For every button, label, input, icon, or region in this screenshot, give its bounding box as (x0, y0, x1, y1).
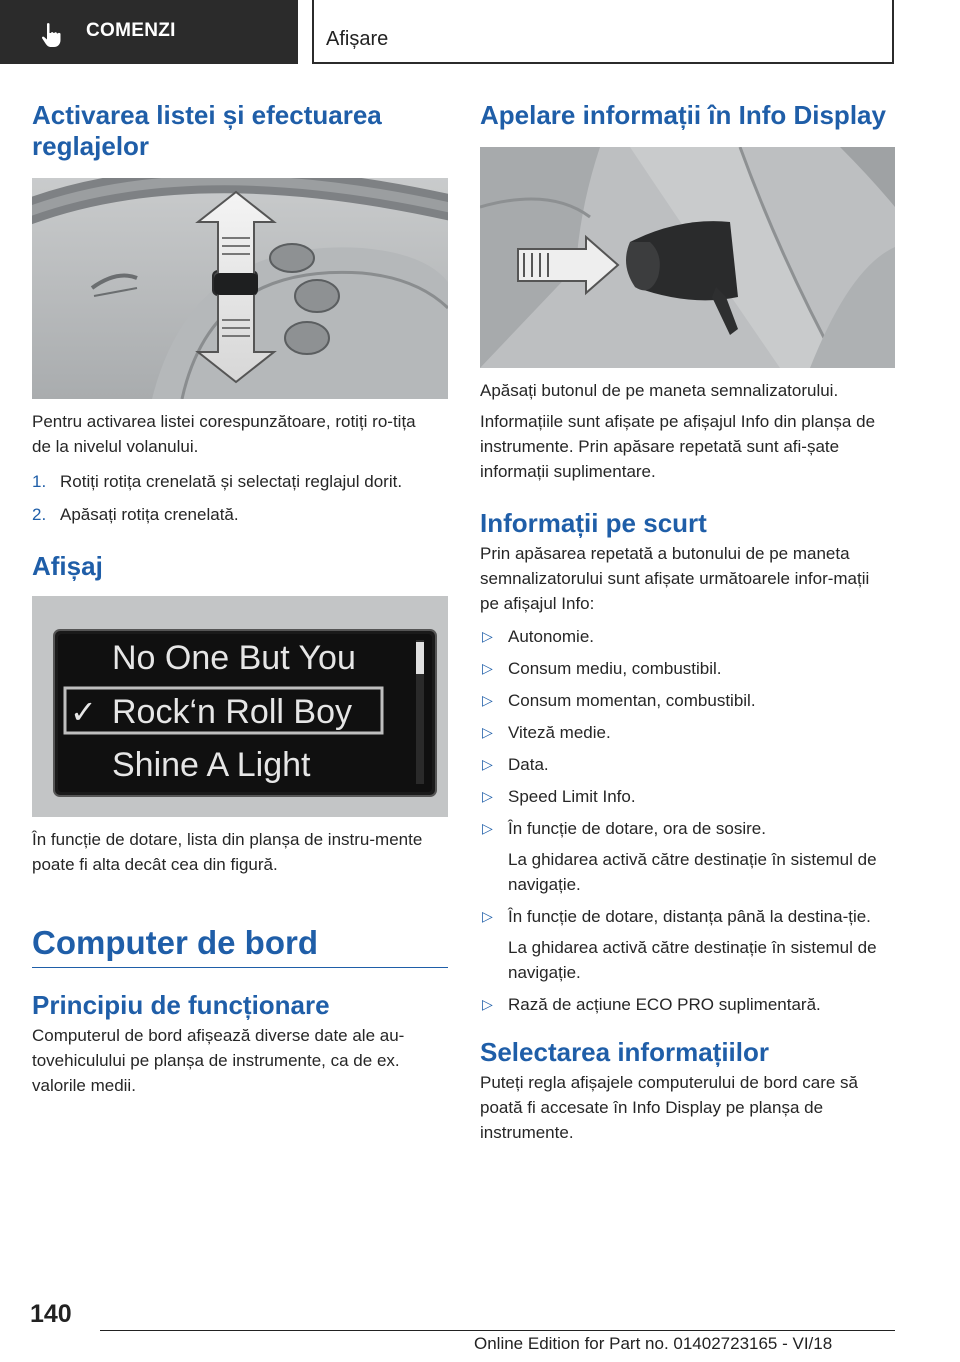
bullet-text: În funcție de dotare, ora de sosire. (508, 819, 766, 838)
list-item (32, 469, 448, 494)
list-item (480, 624, 896, 649)
step-number: 2. (32, 505, 47, 524)
list-item (480, 784, 896, 809)
steering-wheel-figure (32, 178, 448, 399)
list-item (480, 816, 896, 897)
chapter-tab[interactable] (0, 0, 298, 64)
chapter-label: COMENZI (86, 20, 176, 41)
paragraph-press: Apăsați butonul de pe maneta semnalizatorului. (480, 381, 839, 400)
heading-call-info: Apelare informații în Info Display (480, 100, 886, 130)
list-item (480, 720, 896, 745)
heading-short-info: Informații pe scurt (480, 508, 707, 538)
turn-signal-figure (480, 147, 895, 368)
steps-list (32, 469, 448, 527)
list-item (480, 752, 896, 777)
paragraph-principle: Computerul de bord afișează diverse date ale au-tovehiculului pe planșa de instrumente, ca de ex. valorile medii. (32, 1026, 405, 1095)
bullet-text: Consum mediu, combustibil. (508, 659, 722, 678)
bullet-triangle-icon: ▷ (482, 628, 493, 644)
right-column (480, 100, 896, 1145)
bullet-text: Speed Limit Info. (508, 787, 636, 806)
bullet-text: Viteză medie. (508, 723, 611, 742)
display-line-1: No One But You (112, 639, 356, 677)
step-number: 1. (32, 472, 47, 491)
bullet-text: Autonomie. (508, 627, 594, 646)
bullet-triangle-icon: ▷ (482, 996, 493, 1012)
bullet-triangle-icon: ▷ (482, 724, 493, 740)
heading-display: Afișaj (32, 551, 103, 581)
display-figure (32, 596, 448, 817)
heading-select-info: Selectarea informațiilor (480, 1037, 769, 1067)
bullet-subtext: La ghidarea activă către destinație în sistemul de navigație. (508, 850, 877, 894)
footer-rule (100, 1330, 895, 1331)
page-number: 140 (30, 1300, 72, 1328)
info-list (480, 624, 896, 1017)
heading-principle: Principiu de funcționare (32, 990, 330, 1020)
bullet-triangle-icon: ▷ (482, 788, 493, 804)
bullet-text: Data. (508, 755, 549, 774)
paragraph-info: Informațiile sunt afișate pe afișajul Info din planșa de instrumente. Prin apăsare repetată sunt afi-șate informații suplimentare. (480, 412, 876, 481)
paragraph-short: Prin apăsarea repetată a butonului de pe maneta semnalizatorului sunt afișate următoarele infor-mații pe afișajul Info: (480, 544, 870, 613)
bullet-triangle-icon: ▷ (482, 908, 493, 924)
list-item (480, 656, 896, 681)
step-text: Apăsați rotița crenelată. (60, 505, 239, 524)
heading-computer: Computer de bord (32, 924, 318, 961)
check-mark-icon: ✓ (70, 693, 97, 731)
bullet-text: Rază de acțiune ECO PRO suplimentară. (508, 995, 821, 1014)
display-line-2: Rock‘n Roll Boy (112, 693, 352, 731)
steering-wheel-illustration (32, 178, 448, 399)
section-tab[interactable] (312, 0, 894, 64)
section-label: Afișare (326, 28, 389, 50)
list-item (32, 502, 448, 527)
bullet-triangle-icon: ▷ (482, 756, 493, 772)
bullet-triangle-icon: ▷ (482, 820, 493, 836)
edition-text: Online Edition for Part no. 01402723165 - VI/18 (474, 1334, 833, 1353)
paragraph-activate: Pentru activarea listei corespunzătoare, rotiți ro-tița de la nivelul volanului. (32, 412, 416, 456)
step-text: Rotiți rotița crenelată și selectați reglajul dorit. (60, 472, 403, 491)
turn-signal-illustration (480, 147, 895, 368)
bullet-text: Consum momentan, combustibil. (508, 691, 756, 710)
heading-activate-list: Activarea listei și efectuarea reglajelor (32, 100, 382, 161)
bullet-subtext: La ghidarea activă către destinație în sistemul de navigație. (508, 938, 877, 982)
bullet-triangle-icon: ▷ (482, 660, 493, 676)
touch-hand-icon (40, 22, 64, 48)
list-item (480, 904, 896, 985)
heading-rule (32, 967, 448, 968)
display-illustration (32, 596, 448, 817)
list-item (480, 992, 896, 1017)
bullet-text: În funcție de dotare, distanța până la destina-ție. (508, 907, 871, 926)
paragraph-select: Puteți regla afișajele computerului de bord care să poată fi accesate în Info Display pe planșa de instrumente. (480, 1073, 858, 1142)
list-item (480, 688, 896, 713)
bullet-triangle-icon: ▷ (482, 692, 493, 708)
paragraph-display: În funcție de dotare, lista din planșa de instru-mente poate fi alta decât cea din figură. (32, 830, 423, 874)
display-line-3: Shine A Light (112, 746, 311, 784)
left-column (32, 100, 448, 1098)
